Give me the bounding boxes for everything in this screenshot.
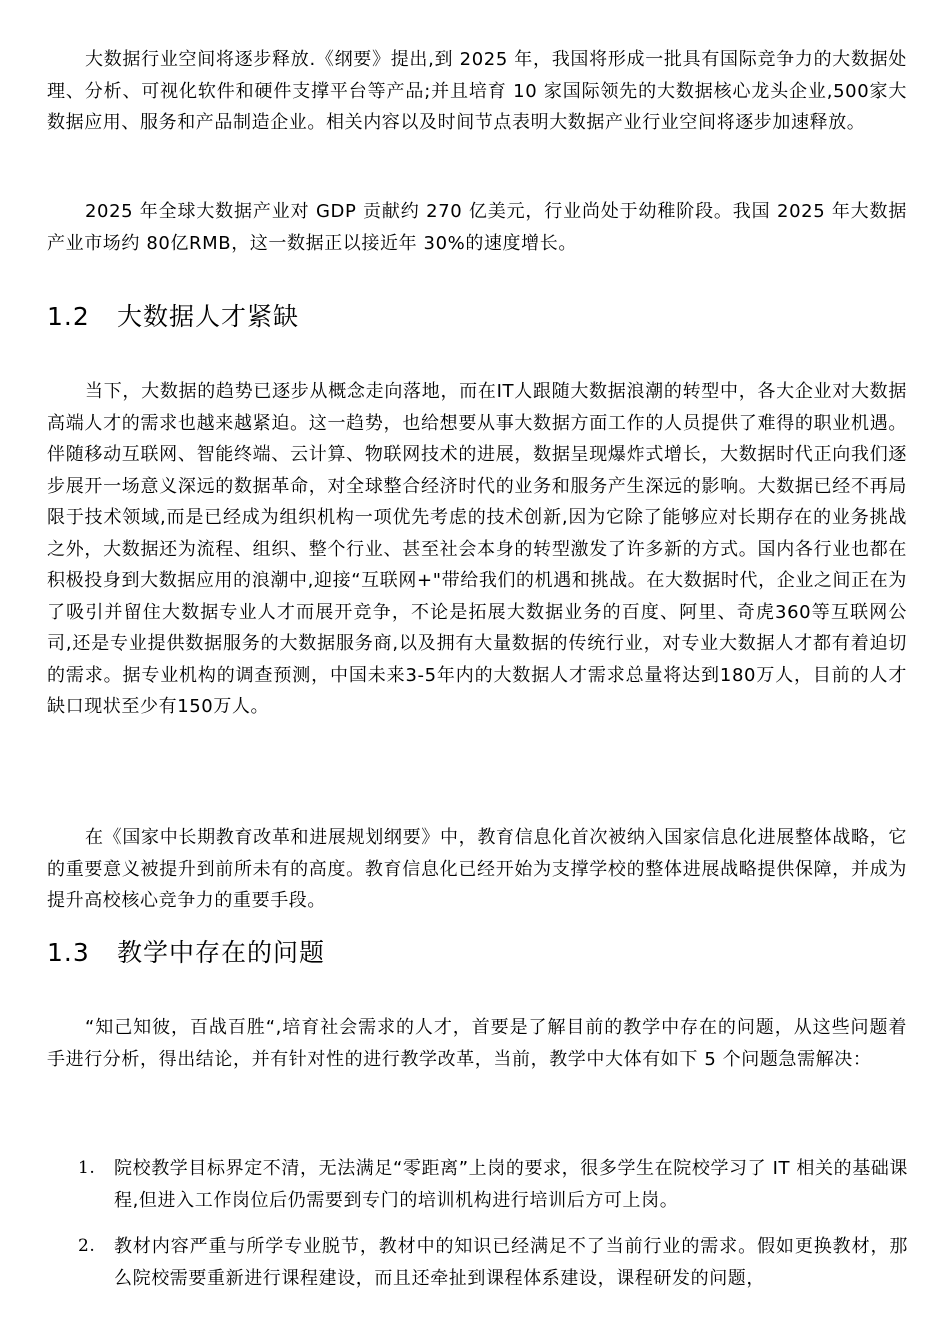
paragraph-talent-shortage: 当下，大数据的趋势已逐步从概念走向落地，而在IT人跟随大数据浪潮的转型中，各大企业对大数据高端人才的需求也越来越紧迫。这一趋势，也给想要从事大数据方面工作的人员提供了难得的职业机遇。伴随移动互联网、智能终端、云计算、物联网技术的进展，数据呈现爆炸式增长，大数据时代正向我们逐步展开一场意义深远的数据革命，对全球整合经济时代的业务和服务产生深远的影响。大数据已经不再局限于技术领域,而是已经成为组织机构一项优先考虑的技术创新,因为它除了能够应对长期存在的业务挑战之外，大数据还为流程、组织、整个行业、甚至社会本身的转型激发了许多新的方式。国内各行业也都在积极投身到大数据应用的浪潮中,迎接“互联网+"带给我们的机遇和挑战。在大数据时代，企业之间正在为了吸引并留住大数据专业人才而展开竞争，不论是拓展大数据业务的百度、阿里、奇虎360等互联网公司,还是专业提供数据服务的大数据服务商,以及拥有大量数据的传统行业，对专业大数据人才都有着迫切的需求。据专业机构的调查预测，中国未来3-5年内的大数据人才需求总量将达到180万人，目前的人才缺口现状至少有150万人。 — [47, 381, 907, 717]
paragraph-industry-space: 大数据行业空间将逐步释放.《纲要》提出,到 2025 年，我国将形成一批具有国际竞争力的大数据处理、分析、可视化软件和硬件支撑平台等产品;并且培育 10 家国际领先的大数据核心龙头企业,500家大数据应用、服务和产品制造企业。相关内容以及时间节点表明大数据产业行业空间将逐步加速释放。 — [47, 49, 907, 133]
section-number: 1.3 — [47, 938, 90, 967]
list-item-text: 院校教学目标界定不清，无法满足“零距离”上岗的要求，很多学生在院校学习了 IT 相关的基础课程,但进入工作岗位后仍需要到专门的培训机构进行培训后方可上岗。 — [114, 1158, 908, 1211]
section-title: 教学中存在的问题 — [117, 938, 326, 967]
list-marker: 1. — [78, 1158, 96, 1178]
list-item — [78, 1231, 908, 1294]
section-heading-1-2 — [47, 300, 299, 334]
paragraph-teaching-problems-intro: “知己知彼，百战百胜“,培育社会需求的人才，首要是了解目前的教学中存在的问题，从这些问题着手进行分析，得出结论，并有针对性的进行教学改革，当前，教学中大体有如下 5 个问题急需解决： — [47, 1017, 907, 1070]
list-marker: 2. — [78, 1236, 96, 1256]
list-item — [78, 1153, 908, 1216]
section-number: 1.2 — [47, 302, 90, 331]
paragraph-market-size: 2025 年全球大数据产业对 GDP 贡献约 270 亿美元，行业尚处于幼稚阶段。我国 2025 年大数据产业市场约 80亿RMB，这一数据正以接近年 30%的速度增长。 — [47, 201, 907, 254]
section-heading-1-3 — [47, 936, 325, 970]
list-item-text: 教材内容严重与所学专业脱节，教材中的知识已经满足不了当前行业的需求。假如更换教材，那么院校需要重新进行课程建设，而且还牵扯到课程体系建设，课程研发的问题， — [114, 1236, 908, 1289]
section-title: 大数据人才紧缺 — [117, 302, 300, 331]
paragraph-education-plan: 在《国家中长期教育改革和进展规划纲要》中，教育信息化首次被纳入国家信息化进展整体战略，它的重要意义被提升到前所未有的高度。教育信息化已经开始为支撑学校的整体进展战略提供保障，并成为提升高校核心竞争力的重要手段。 — [47, 827, 907, 911]
